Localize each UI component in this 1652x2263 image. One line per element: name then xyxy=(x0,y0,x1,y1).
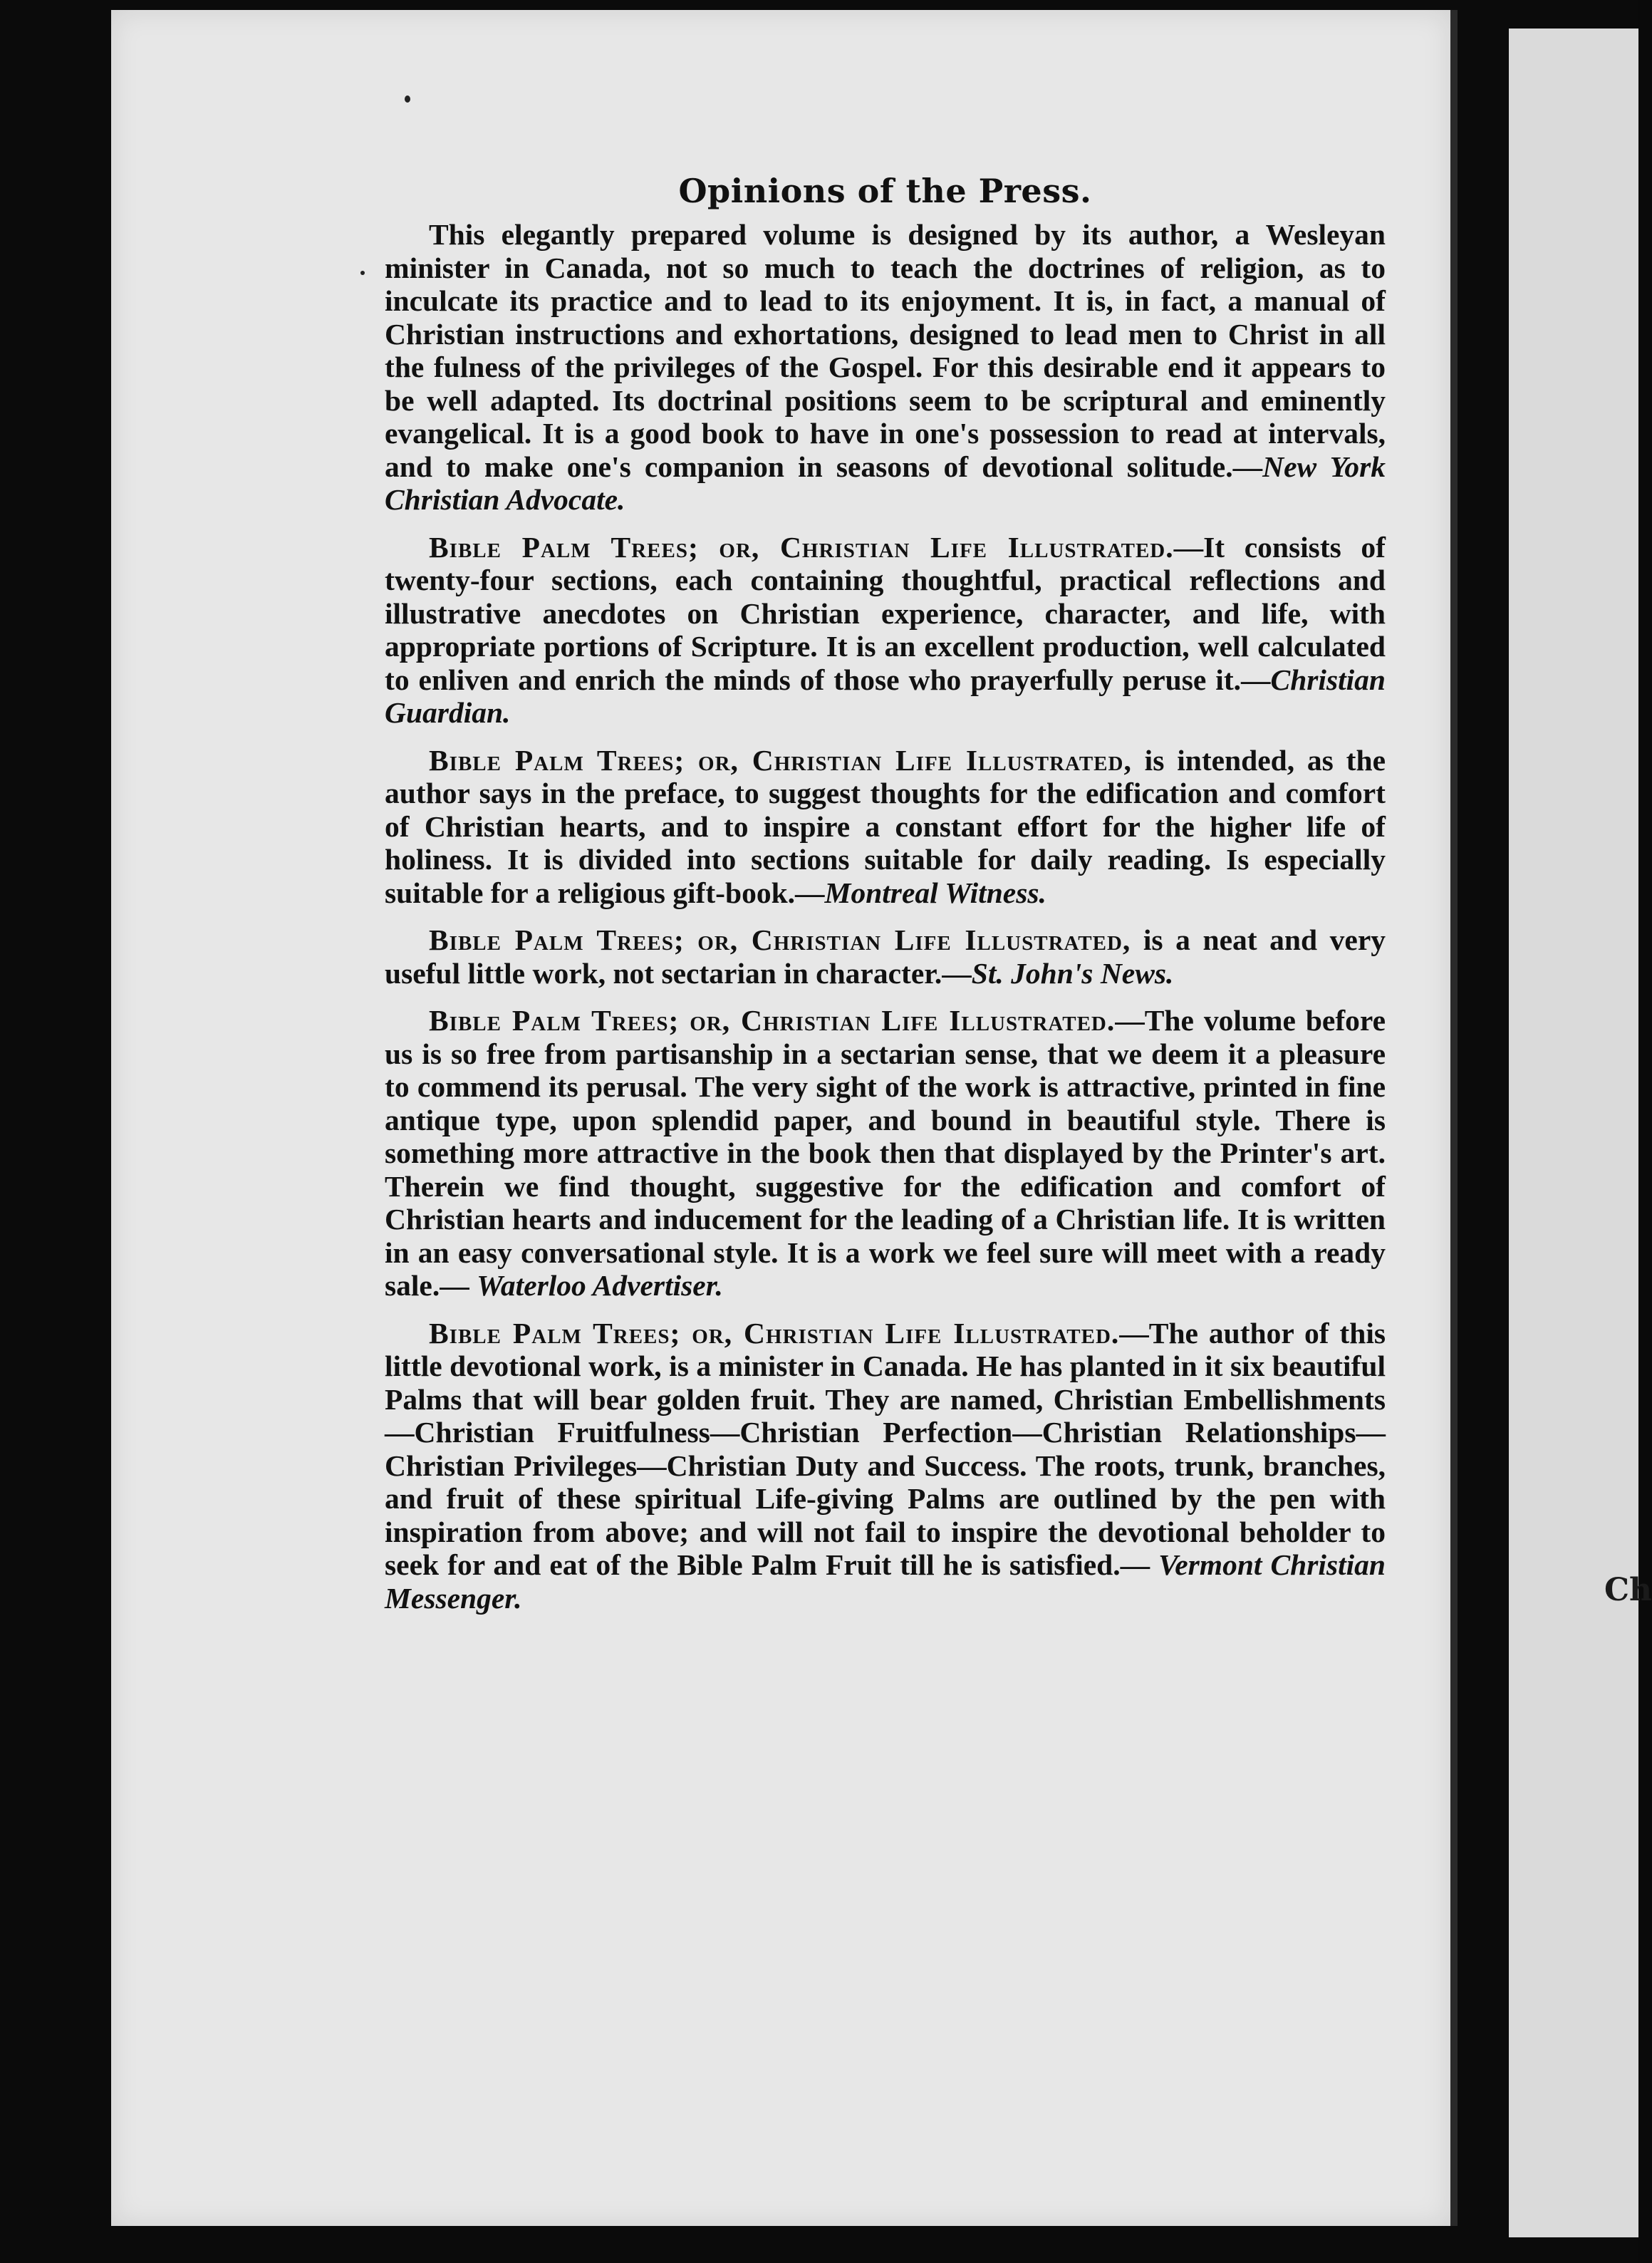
review-text: —The author of this little devotional work, is a minister in Canada. He has planted in it six beautiful Palms that will bear golden fruit. They are named, Christian Embellishments—Christian Fruitfulness—Christian Perfection—Christian Relationships—Christian Privileges—Christian Duty and Success. The roots, trunk, branches, and fruit of these spiritual Life-giving Palms are outlined by the pen with inspiration from above; and will not fail to inspire the devotional beholder to seek for and eat of the Bible Palm Fruit till he is satisfied.— xyxy=(385,1316,1386,1581)
review-book-title: Bible Palm Trees; or, Christian Life Illustrated, xyxy=(429,923,1131,956)
scan-speck xyxy=(405,95,410,103)
review-5 xyxy=(385,1004,1386,1303)
page-gutter xyxy=(1450,10,1458,2226)
review-source: Montreal Witness. xyxy=(824,876,1046,909)
review-book-title: Bible Palm Trees; or, Christian Life Illustrated. xyxy=(429,1004,1116,1037)
review-book-title: Bible Palm Trees; or, Christian Life Illustrated, xyxy=(429,743,1132,777)
review-source: Christian Guardian. xyxy=(385,663,1386,729)
review-book-title: Bible Palm Trees; or, Christian Life Illustrated. xyxy=(429,530,1174,564)
review-text: —It consists of twenty-four sections, each containing thoughtful, practical reflections and illustrative anecdotes on Christian experience, character, and life, with appropriate portions of Scripture. It is an excellent production, well calculated to enliven and enrich the minds of those who prayerfully peruse it.— xyxy=(385,530,1386,696)
review-1 xyxy=(385,218,1386,517)
review-6 xyxy=(385,1317,1386,1615)
adjacent-page xyxy=(1509,29,1638,2237)
review-source: New York Christian Advocate. xyxy=(385,450,1386,516)
press-opinions xyxy=(385,171,1386,1629)
review-text: This elegantly prepared volume is designed by its author, a Wesleyan minister in Canada, not so much to teach the doctrines of religion, as to inculcate its practice and to lead to its enjoyment. It is, in fact, a manual of Christian instructions and exhortations, designed to lead men to Christ in all the fulness of the privileges of the Gospel. For this desirable end it appears to be well adapted. Its doctrinal positions seem to be scriptural and eminently evangelical. It is a good book to have in one's possession to read at intervals, and to make one's companion in seasons of devotional solitude.— xyxy=(385,218,1386,483)
review-source: Vermont Christian Messenger. xyxy=(385,1548,1386,1615)
review-3 xyxy=(385,744,1386,910)
adjacent-page-fragment: Ch xyxy=(1604,1572,1652,1608)
review-source: St. John's News. xyxy=(971,956,1174,990)
review-book-title: Bible Palm Trees; or, Christian Life Illustrated. xyxy=(429,1316,1120,1350)
review-text: is a neat and very useful little work, not sectarian in character.— xyxy=(385,923,1386,990)
review-2 xyxy=(385,531,1386,730)
review-source: Waterloo Advertiser. xyxy=(477,1269,723,1302)
review-4 xyxy=(385,923,1386,990)
page-title: Opinions of the Press. xyxy=(678,172,1092,210)
review-text: is intended, as the author says in the preface, to suggest thoughts for the edification and comfort of Christian hearts, and to inspire a constant effort for the higher life of holiness. It is divided into sections suitable for daily reading. Is especially suitable for a religious gift-book.— xyxy=(385,743,1386,909)
review-text: —The volume before us is so free from partisanship in a sectarian sense, that we deem it a pleasure to commend its perusal. The very sight of the work is attractive, printed in fine antique type, upon splendid paper, and bound in beautiful style. There is something more attractive in the book then that displayed by the Printer's art. Therein we find thought, suggestive for the edification and comfort of Christian hearts and inducement for the leading of a Christian life. It is written in an easy conversational style. It is a work we feel sure will meet with a ready sale.— xyxy=(385,1004,1386,1302)
scan-speck xyxy=(360,271,365,275)
